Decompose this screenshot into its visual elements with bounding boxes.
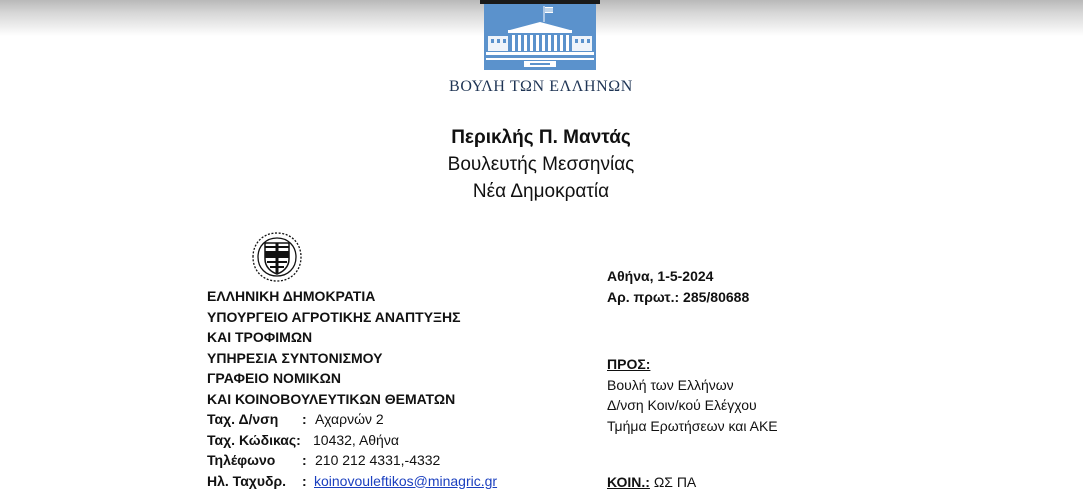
contact-value: 210 212 4331,-4332 <box>315 452 441 468</box>
mp-title: Βουλευτής Μεσσηνίας <box>447 154 635 175</box>
recipient-line: Βουλή των Ελλήνων <box>607 376 734 393</box>
contact-email <box>207 471 587 492</box>
parliament-building-logo-icon <box>480 0 600 72</box>
contact-label: Ταχ. Δ/νση <box>207 411 279 427</box>
ministry-header <box>207 286 587 491</box>
protocol-number: Αρ. πρωτ.: 285/80688 <box>607 288 750 305</box>
copy-line <box>607 472 907 493</box>
mp-party: Νέα Δημοκρατία <box>472 181 610 202</box>
header-line: ΚΑΙ ΤΡΟΦΙΜΩΝ <box>207 329 313 345</box>
contact-label: Τηλέφωνο <box>207 452 276 468</box>
contact-label: Ηλ. Ταχυδρ. <box>207 472 287 489</box>
contact-separator: : <box>302 411 307 427</box>
header-line: ΥΠΟΥΡΓΕΙΟ ΑΓΡΟΤΙΚΗΣ ΑΝΑΠΤΥΞΗΣ <box>207 308 461 325</box>
copy-label: ΚΟΙΝ.: <box>607 474 650 490</box>
contact-separator: : <box>302 452 307 468</box>
recipient-label: ΠΡΟΣ: <box>607 356 651 372</box>
header-line: ΓΡΑΦΕΙΟ ΝΟΜΙΚΩΝ <box>207 370 341 386</box>
recipient-line: Τμήμα Ερωτήσεων και ΑΚΕ <box>607 417 778 434</box>
header-line: ΥΠΗΡΕΣΙΑ ΣΥΝΤΟΝΙΣΜΟΥ <box>207 349 383 366</box>
contact-address <box>207 409 587 430</box>
date-line: Αθήνα, 1-5-2024 <box>607 268 714 284</box>
parliament-name: ΒΟΥΛΗ ΤΩΝ ΕΛΛΗΝΩΝ <box>449 78 633 95</box>
contact-separator: : <box>302 472 307 489</box>
header-line: ΕΛΛΗΝΙΚΗ ΔΗΜΟΚΡΑΤΙΑ <box>207 288 376 304</box>
email-link[interactable]: koinovouleftikos@minagric.gr <box>314 472 498 489</box>
contact-value: 10432, Αθήνα <box>313 431 399 448</box>
mp-name: Περικλής Π. Μαντάς <box>451 127 631 148</box>
contact-postcode <box>207 430 587 451</box>
copy-value: ΩΣ ΠΑ <box>653 474 697 490</box>
header-line: ΚΑΙ ΚΟΙΝΟΒΟΥΛΕΥΤΙΚΩΝ ΘΕΜΑΤΩΝ <box>207 390 456 407</box>
contact-label: Ταχ. Κώδικας: <box>207 431 301 448</box>
contact-phone <box>207 450 587 471</box>
mp-info <box>341 124 741 205</box>
greek-coat-of-arms-icon <box>249 229 305 285</box>
contact-value: Αχαρνών 2 <box>315 411 384 427</box>
recipient-line: Δ/νση Κοιν/κού Ελέγχου <box>607 397 757 413</box>
document-meta <box>607 266 907 493</box>
